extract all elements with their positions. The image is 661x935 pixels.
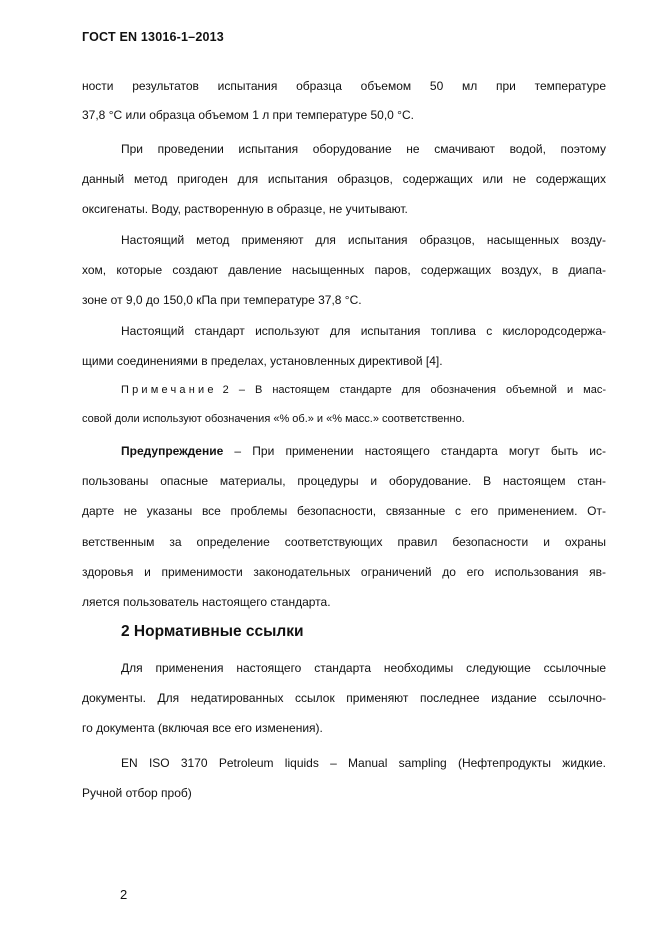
text-line: ляется пользователь настоящего стандарта. (82, 595, 331, 609)
text-line: пользованы опасные материалы, процедуры и оборудование. В настоящем стан- (82, 474, 606, 488)
text-line: зоне от 9,0 до 150,0 кПа при температуре 37,8 °С. (82, 293, 362, 307)
note-label: Примечание (121, 384, 217, 396)
text-line: дарте не указаны все проблемы безопасности, связанные с его применением. От- (82, 504, 606, 518)
text-line: ветственным за определение соответствующих правил безопасности и охраны (82, 535, 606, 549)
text-line: При проведении испытания оборудование не смачивают водой, поэтому (121, 142, 606, 156)
section-heading: 2 Нормативные ссылки (121, 623, 304, 640)
reference-line: Ручной отбор проб) (82, 786, 192, 800)
warning-text: – При применении настоящего стандарта могут быть ис- (223, 444, 606, 458)
text-line: Настоящий стандарт используют для испытания топлива с кислородсодержа- (121, 324, 606, 338)
text-line: Для применения настоящего стандарта необходимы следующие ссылочные (121, 661, 606, 675)
text-line: 37,8 °С или образца объемом 1 л при температуре 50,0 °С. (82, 108, 414, 122)
text-line: Настоящий метод применяют для испытания образцов, насыщенных возду- (121, 233, 606, 247)
note-line: совой доли используют обозначения «% об.» и «% масс.» соответственно. (82, 413, 465, 425)
text-line: щими соединениями в пределах, установленных директивой [4]. (82, 354, 443, 368)
note-text: 2 – В настоящем стандарте для обозначения объемной и мас- (222, 384, 606, 396)
note-line (121, 384, 606, 396)
text-line: го документа (включая все его изменения). (82, 721, 323, 735)
text-line: документы. Для недатированных ссылок применяют последнее издание ссылочно- (82, 691, 606, 705)
text-line: оксигенаты. Воду, растворенную в образце, не учитывают. (82, 202, 408, 216)
warning-line (121, 444, 606, 458)
text-line: ности результатов испытания образца объемом 50 мл при температуре (82, 79, 606, 93)
warning-label: Предупреждение (121, 444, 224, 458)
text-line: данный метод пригоден для испытания образцов, содержащих или не содержащих (82, 172, 606, 186)
text-line: здоровья и применимости законодательных ограничений до его использования яв- (82, 565, 606, 579)
reference-line: EN ISO 3170 Petroleum liquids – Manual sampling (Нефтепродукты жидкие. (121, 756, 606, 770)
document-header: ГОСТ EN 13016-1–2013 (82, 30, 224, 44)
page-number: 2 (120, 887, 128, 902)
text-line: хом, которые создают давление насыщенных паров, содержащих воздух, в диапа- (82, 263, 606, 277)
